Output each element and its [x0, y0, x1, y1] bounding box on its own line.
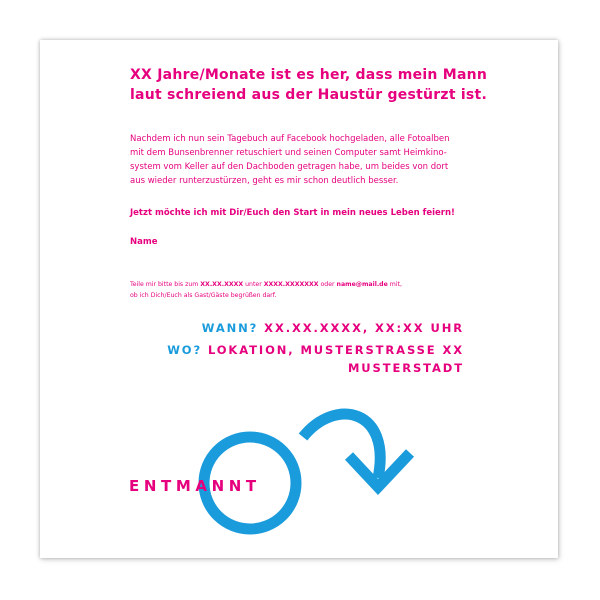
rsvp-line-2: ob ich Dich/Euch als Gast/Gäste begrüßen darf. [130, 292, 277, 299]
when-value: XX.XX.XXXX, XX:XX UHR [264, 321, 464, 335]
headline-line: laut schreiend aus der Haustür gestürzt ist. [130, 87, 488, 103]
body-line: Nachdem ich nun sein Tagebuch auf Facebook hochgeladen, alle Fotoalben [130, 134, 450, 144]
where-value: LOKATION, MUSTERSTRASSE XX [207, 343, 464, 357]
brand-text-part-1: ENTM [129, 477, 196, 495]
logo-arrow-shaft [303, 414, 380, 478]
rsvp-text-part: oder [318, 281, 337, 288]
brand-text-part-2: ANNT [195, 477, 261, 495]
when-label: WANN? [201, 321, 259, 335]
city: MUSTERSTADT [347, 361, 464, 375]
body-line: aus wieder runterzustürzen, geht es mir schon deutlich besser. [130, 176, 399, 186]
rsvp-text-part: unter [243, 281, 264, 288]
sender-name: Name [130, 237, 158, 247]
celebration-line: Jetzt möchte ich mit Dir/Euch den Start in mein neues Leben feiern! [130, 208, 455, 218]
rsvp-phone: XXXX.XXXXXXX [263, 281, 319, 288]
body-line: mit dem Bunsenbrenner retuschiert und seinen Computer samt Heimkino- [130, 148, 447, 158]
where-label: WO? [167, 343, 203, 357]
rsvp-email: name@mail.de [336, 281, 388, 288]
body-line: system vom Keller auf den Dachboden getragen habe, um beides von dort [130, 162, 449, 172]
rsvp-text-part: Teile mir bitte bis zum [130, 281, 201, 288]
male-symbol-arrow-icon [40, 40, 558, 558]
headline-line: XX Jahre/Monate ist es her, dass mein Mann [130, 67, 488, 83]
brand-logo-text [129, 477, 261, 495]
rsvp-text-part: mit, [387, 281, 402, 288]
rsvp-deadline: XX.XX.XXXX [200, 281, 244, 288]
invitation-card [40, 40, 558, 558]
